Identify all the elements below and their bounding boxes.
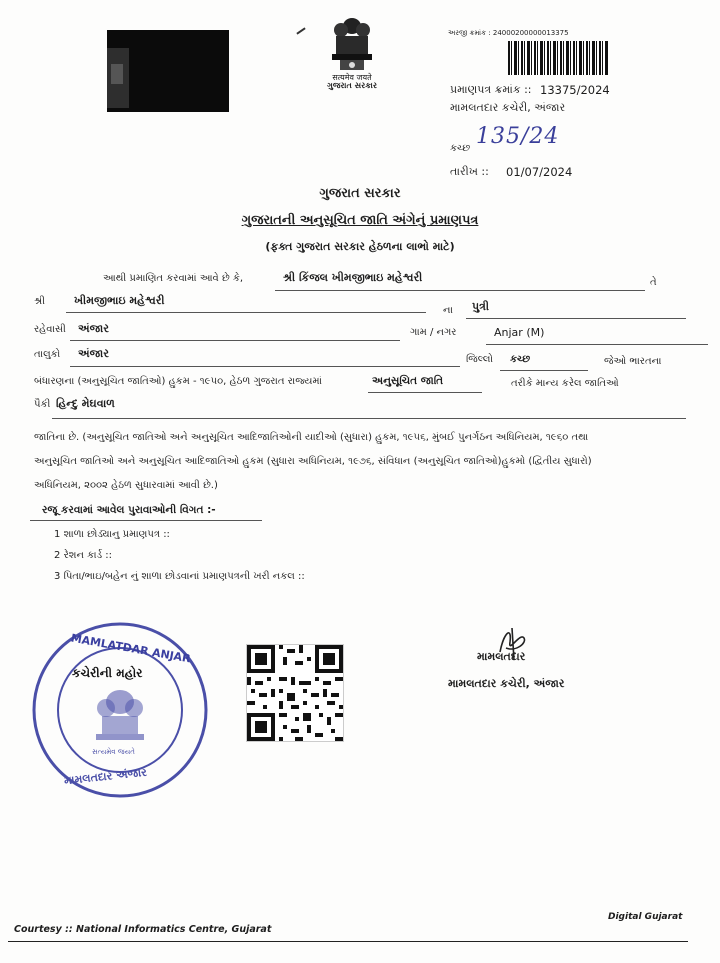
na-text: ના: [443, 305, 453, 316]
evidence-item-text: શાળા છોડ્યાનુ પ્રમાણપત્ર ::: [63, 529, 170, 540]
date-label: તારીખ ::: [450, 165, 489, 178]
applicant-photo: [107, 30, 229, 112]
signatory-title: મામલતદાર: [477, 650, 526, 663]
district-value: કચ્છ: [510, 354, 531, 365]
certificate-number: 13375/2024: [540, 83, 610, 97]
signatory-office: મામલતદાર કચેરી, અંજાર: [448, 677, 565, 690]
resident-value: અંજાર: [78, 322, 109, 335]
te-text: તે: [650, 277, 657, 288]
caste-category: અનુસૂચિત જાતિ: [372, 375, 444, 387]
evidence-item-text: રેશન કાર્ડ ::: [63, 550, 112, 561]
village-label: ગામ / નગર: [410, 327, 457, 338]
footer-brand: Digital Gujarat: [608, 912, 683, 922]
emblem-caption-2: ગુજરાત સરકાર: [327, 81, 377, 90]
relation: પુત્રી: [472, 300, 490, 313]
taluka-label: તાલુકો: [34, 349, 61, 360]
evidence-item-number: 2: [54, 550, 61, 561]
evidence-item: [54, 571, 305, 582]
barcode-block: [448, 29, 608, 77]
candidate-name: શ્રી કિંજલ ખીમજીભાઇ મહેશ્વરી: [283, 271, 423, 284]
footer-rule: [8, 941, 688, 942]
among-label: પૈકી: [34, 399, 51, 410]
certify-prefix: આથી પ્રમાણિત કરવામાં આવે છે કે,: [103, 273, 244, 284]
shri-label: શ્રી: [34, 296, 46, 307]
caste-value: હિન્દુ મેઘવાળ: [56, 397, 115, 410]
evidence-heading-underline: [30, 520, 262, 521]
legal-paragraph-line-1: જાતિના છે. (અનુસૂચિત જાતિઓ અને અનુસૂચિત આદિજાતિઓની યાદીઓ (સુધારા) હુકમ, ૧૯૫૬, મુંબઈ પુનર્ગઠન અધિનિયમ, ૧૯૬૦ તથા: [34, 432, 589, 443]
stamp-bottom-text: મામલતદાર અંજાર: [63, 765, 148, 788]
district-underline: [500, 370, 588, 371]
evidence-item-number: 3: [54, 571, 61, 582]
stamp-middle-text: કચેરીની મહોર: [72, 666, 143, 680]
legal-paragraph-line-3: અધિનિયમ, ૨૦૦૨ હેઠળ સુધારવામાં આવી છે.): [34, 480, 218, 491]
district-label: જિલ્લો: [466, 354, 493, 365]
footer-courtesy: Courtesy :: National Informatics Centre, Gujarat: [14, 924, 272, 935]
evidence-item: [54, 529, 170, 540]
stamp-motto: સત્યમેવ જયતે: [92, 748, 135, 756]
issue-date: 01/07/2024: [506, 165, 573, 179]
taluka-value: અંજાર: [78, 347, 109, 360]
qr-code: [246, 644, 344, 742]
certificate-title: ગુજરાતની અનુસૂચિત જાતિ અંગેનું પ્રમાણપત્ર: [241, 213, 479, 228]
caste-underline: [52, 418, 686, 419]
name-underline: [275, 290, 645, 291]
constitution-text: બંધારણના (અનુસૂચિત જાતિઓ) હુકમ - ૧૯૫૦, હેઠળ ગુજરાત રાજ્યમાં: [34, 376, 322, 387]
resident-label: રહેવાસી: [34, 324, 66, 335]
kutch-label: કચ્છ: [450, 143, 471, 154]
taluka-underline: [70, 366, 460, 367]
evidence-item: [54, 550, 112, 561]
application-number: અરજી ક્રમાંક : 24000200000013375: [448, 29, 569, 37]
evidence-heading: રજૂ કરવામાં આવેલ પુરાવાઓની વિગત :-: [42, 504, 216, 516]
office-name: મામલતદાર કચેરી, અંજાર: [450, 101, 566, 114]
father-name: ખીમજીભાઇ મહેશ્વરી: [74, 294, 165, 307]
certificate-number-label: પ્રમાણપત્ર ક્રમાંક ::: [450, 83, 532, 96]
barcode: [508, 41, 608, 75]
village-value: Anjar (M): [494, 326, 545, 339]
legal-paragraph-line-2: અનુસૂચિત જાતિઓ અને અનુસૂચિત આદિજાતિઓ હુકમ (સુધારા અધિનિયમ, ૧૯૭૬, સંવિધાન (અનુસૂચિત જાતિઓ)હુકમો (દ્વિતીય સુધારો): [34, 456, 592, 467]
recognized-text: તરીકે માન્ય કરેલ જાતિઓ: [511, 378, 619, 389]
evidence-item-text: પિતા/ભાઇ/બહેન નું શાળા છોડવાનાં પ્રમાણપત્રની ખરી નકલ ::: [63, 571, 305, 582]
government-title: ગુજરાત સરકાર: [319, 186, 401, 201]
ink-mark: [296, 27, 305, 34]
category-underline: [368, 392, 482, 393]
evidence-item-number: 1: [54, 529, 61, 540]
stamp-top-text: MAMLATDAR ANJAR: [69, 631, 192, 666]
village-underline: [486, 344, 708, 345]
india-text: જેઓ ભારતના: [604, 356, 662, 367]
emblem-caption-1: सत्यमेव जयते: [332, 73, 372, 82]
handwritten-number: 135/24: [476, 124, 560, 149]
relation-underline: [466, 318, 686, 319]
national-emblem-icon: [322, 12, 382, 74]
certificate-subtitle: (ફક્ત ગુજરાત સરકાર હેઠળના લાભો માટે): [265, 240, 455, 253]
father-underline: [66, 312, 426, 313]
resident-underline: [70, 340, 400, 341]
